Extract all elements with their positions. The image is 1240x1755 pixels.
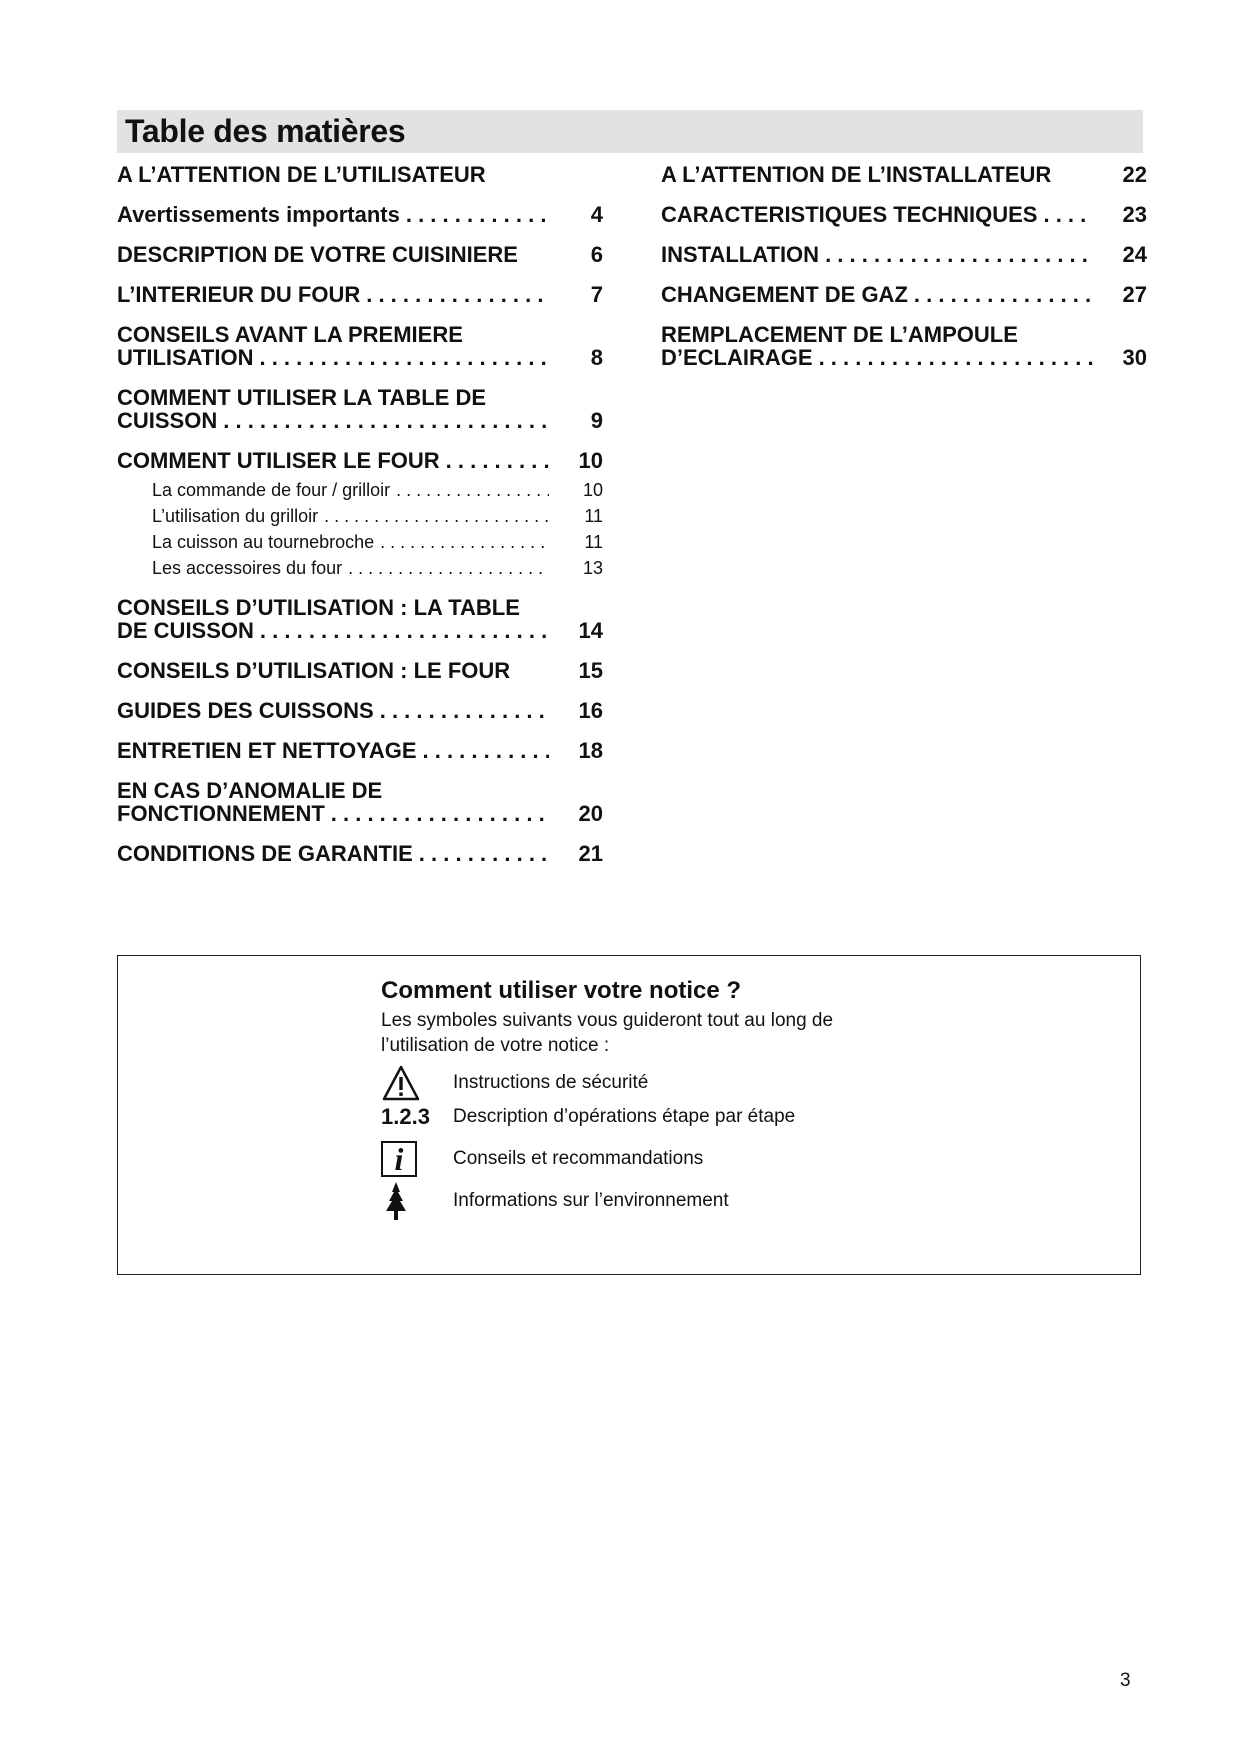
toc-entry[interactable] [117,699,603,722]
toc-subentry-page: 13 [582,558,603,578]
toc-entry-text: FONCTIONNEMENT [117,801,325,826]
toc-entry[interactable] [661,283,1147,306]
leader-dots [360,283,549,306]
leader-dots [1037,203,1093,226]
toc-entry-page: 21 [578,841,603,866]
toc-entry-page: 24 [1122,242,1147,267]
toc-entry-text: CONSEILS D’UTILISATION : LE FOUR [117,658,511,683]
toc-entry-text: REMPLACEMENT DE L’AMPOULE [661,322,1018,347]
toc-entry-text: A L’ATTENTION DE L’UTILISATEUR [117,162,486,187]
toc-entry-text: CUISSON [117,408,218,433]
toc-entry-page: 23 [1122,202,1147,227]
symbol-row [381,1184,1081,1218]
leader-dots [413,842,549,865]
toc-entry-page: 14 [578,618,603,643]
toc-subentry[interactable] [117,477,603,503]
toc-entry-text: EN CAS D’ANOMALIE DE [117,778,383,803]
toc-entry[interactable] [661,243,1147,266]
toc-entry-text: Avertissements importants [117,202,400,227]
notice-box [117,955,1141,1275]
toc-subentry[interactable] [117,529,603,555]
symbol-row [381,1100,1081,1134]
toc-entry[interactable] [661,203,1147,226]
toc-entry-page: 30 [1122,345,1147,370]
toc-entry-page: 8 [590,345,603,370]
toc-subentry[interactable] [117,555,603,581]
toc-entry-text: CHANGEMENT DE GAZ [661,282,908,307]
toc-entry[interactable] [117,842,603,865]
toc-entry-page: 7 [590,282,603,307]
toc-entry-text: CARACTERISTIQUES TECHNIQUES [661,202,1038,227]
leader-dots [325,802,549,825]
toc-entry-text: DE CUISSON [117,618,254,643]
toc-subentry[interactable] [117,503,603,529]
symbol-label: Conseils et recommandations [453,1148,704,1169]
toc-title-bar [117,110,1143,153]
toc-entry-page: 22 [1122,162,1147,187]
toc-subentry-page: 11 [584,506,603,526]
toc-entry-text: CONSEILS D’UTILISATION : LA TABLE [117,595,520,620]
page-title: Table des matières [125,113,406,149]
symbol-row [381,1066,1081,1100]
symbol-label: Instructions de sécurité [453,1072,649,1093]
symbol-row [381,1142,1081,1176]
leader-dots [417,739,550,762]
toc-entry[interactable] [117,323,603,369]
notice-title: Comment utiliser votre notice ? [381,977,742,1004]
toc-entry[interactable] [117,283,603,306]
toc-entry-text: DESCRIPTION DE VOTRE CUISINIERE [117,242,518,267]
toc-entry-text: UTILISATION [117,345,254,370]
toc-entry-page: 4 [590,202,603,227]
toc-entry-text: CONDITIONS DE GARANTIE [117,841,413,866]
notice-intro: Les symboles suivants vous guideront tout au long de l’utilisation de votre notice : [381,1010,834,1056]
toc-entry-text: INSTALLATION [661,242,820,267]
toc-subentry-text: La commande de four / grilloir [152,480,391,500]
toc-entry[interactable] [117,739,603,762]
leader-dots [342,555,549,581]
toc-entry[interactable] [117,386,603,432]
symbol-label: Description d’opérations étape par étape [453,1106,796,1127]
toc-entry-text: CONSEILS AVANT LA PREMIERE [117,322,463,347]
toc-entry[interactable] [117,659,603,682]
leader-dots [440,449,549,472]
leader-dots [819,243,1093,266]
tree-icon [381,1181,411,1221]
toc-subentry-text: La cuisson au tournebroche [152,532,375,552]
toc-entry-text: A L’ATTENTION DE L’INSTALLATEUR [661,162,1052,187]
leader-dots [374,699,549,722]
leader-dots [217,409,549,432]
toc-entry-text: L’INTERIEUR DU FOUR [117,282,361,307]
leader-dots [813,346,1093,369]
toc-entry-page: 20 [578,801,603,826]
toc-entry-text: COMMENT UTILISER LE FOUR [117,448,440,473]
toc-entry-text: ENTRETIEN ET NETTOYAGE [117,738,417,763]
toc-entry[interactable] [117,596,603,642]
warning-triangle-icon [381,1064,421,1102]
toc-entry[interactable] [117,243,603,266]
toc-entry-page: 27 [1122,282,1147,307]
leader-dots [374,529,549,555]
toc-entry-text: GUIDES DES CUISSONS [117,698,374,723]
toc-entry-page: 15 [578,658,603,683]
toc-subentry-page: 11 [584,532,603,552]
toc-entry-page: 16 [578,698,603,723]
toc-entry-text: COMMENT UTILISER LA TABLE DE [117,385,487,410]
step-number-icon: 1.2.3 [381,1104,430,1129]
toc-entry[interactable] [117,779,603,825]
toc-right-column [661,163,1147,386]
toc-entry[interactable] [117,163,603,186]
leader-dots [390,477,549,503]
toc-left-column [117,163,603,882]
page-number: 3 [1120,1670,1131,1691]
leader-dots [318,503,549,529]
toc-subentry-text: Les accessoires du four [152,558,343,578]
leader-dots [908,283,1093,306]
toc-entry-text: D’ECLAIRAGE [661,345,813,370]
leader-dots [254,619,549,642]
leader-dots [253,346,549,369]
toc-entry-page: 18 [578,738,603,763]
toc-subentry-text: L’utilisation du grilloir [152,506,319,526]
toc-entry-page: 6 [590,242,603,267]
leader-dots [400,203,549,226]
toc-entry[interactable] [117,203,603,226]
toc-entry[interactable] [117,449,603,472]
toc-subentry-page: 10 [582,480,603,500]
toc-entry[interactable] [661,323,1147,369]
toc-entry-page: 9 [590,408,603,433]
symbol-label: Informations sur l’environnement [453,1190,729,1211]
info-icon: i [381,1141,417,1177]
toc-entry-page: 10 [578,448,603,473]
toc-subentries [117,477,603,581]
toc-entry[interactable] [661,163,1147,186]
